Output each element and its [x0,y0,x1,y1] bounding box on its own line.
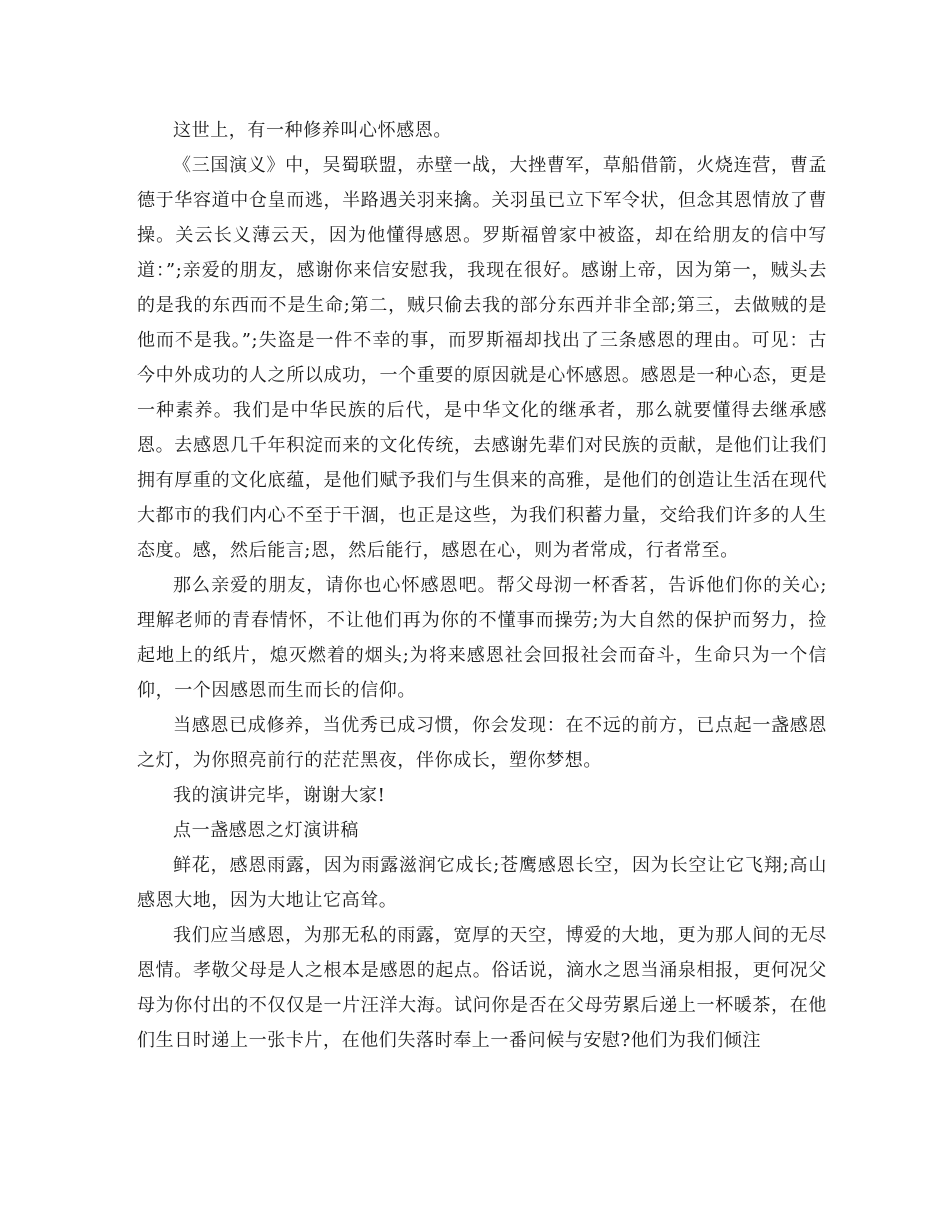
paragraph-call-to-gratitude: 那么亲爱的朋友，请你也心怀感恩吧。帮父母沏一杯香茗，告诉他们你的关心;理解老师的青春情怀，不让他们再为你的不懂事而操劳;为大自然的保护而努力，捡起地上的纸片，熄灭燃着的烟头;为将来感恩社会回报社会而奋斗，生命只为一个信仰，一个因感恩而生而长的信仰。 [137,575,827,701]
paragraph-filial-piety: 我们应当感恩，为那无私的雨露，宽厚的天空，博爱的大地，更为那人间的无尽恩情。孝敬父母是人之根本是感恩的起点。俗话说，滴水之恩当涌泉相报，更何况父母为你付出的不仅仅是一片汪洋大海。试问你是否在父母劳累后递上一杯暖茶，在他们生日时递上一张卡片，在他们失落时奉上一番问候与安慰?他们为我们倾注 [137,925,827,1051]
paragraph-intro: 这世上，有一种修养叫心怀感恩。 [173,120,452,141]
paragraph-nature-gratitude: 鲜花，感恩雨露，因为雨露滋润它成长;苍鹰感恩长空，因为长空让它飞翔;高山感恩大地，因为大地让它高耸。 [137,855,827,911]
section-title: 点一盏感恩之灯演讲稿 [173,820,359,841]
paragraph-lamp-of-gratitude: 当感恩已成修养，当优秀已成习惯，你会发现：在不远的前方，已点起一盏感恩之灯，为你照亮前行的茫茫黑夜，伴你成长，塑你梦想。 [137,715,827,771]
document-body [137,113,827,1058]
paragraph-three-kingdoms: 《三国演义》中，吴蜀联盟，赤壁一战，大挫曹军，草船借箭，火烧连营，曹孟德于华容道中仓皇而逃，半路遇关羽来擒。关羽虽已立下军令状，但念其恩情放了曹操。关云长义薄云天，因为他懂得感恩。罗斯福曾家中被盗，却在给朋友的信中写道：”;亲爱的朋友，感谢你来信安慰我，我现在很好。感谢上帝，因为第一，贼头去的是我的东西而不是生命;第二，贼只偷去我的部分东西并非全部;第三，去做贼的是他而不是我。”;失盗是一件不幸的事，而罗斯福却找出了三条感恩的理由。可见：古今中外成功的人之所以成功，一个重要的原因就是心怀感恩。感恩是一种心态，更是一种素养。我们是中华民族的后代，是中华文化的继承者，那么就要懂得去继承感恩。去感恩几千年积淀而来的文化传统，去感谢先辈们对民族的贡献，是他们让我们拥有厚重的文化底蕴，是他们赋予我们与生俱来的高雅，是他们的创造让生活在现代大都市的我们内心不至于干涸，也正是这些，为我们积蓄力量，交给我们许多的人生态度。感，然后能言;恩，然后能行，感恩在心，则为者常成，行者常至。 [137,155,827,561]
paragraph-closing: 我的演讲完毕，谢谢大家! [173,785,386,806]
